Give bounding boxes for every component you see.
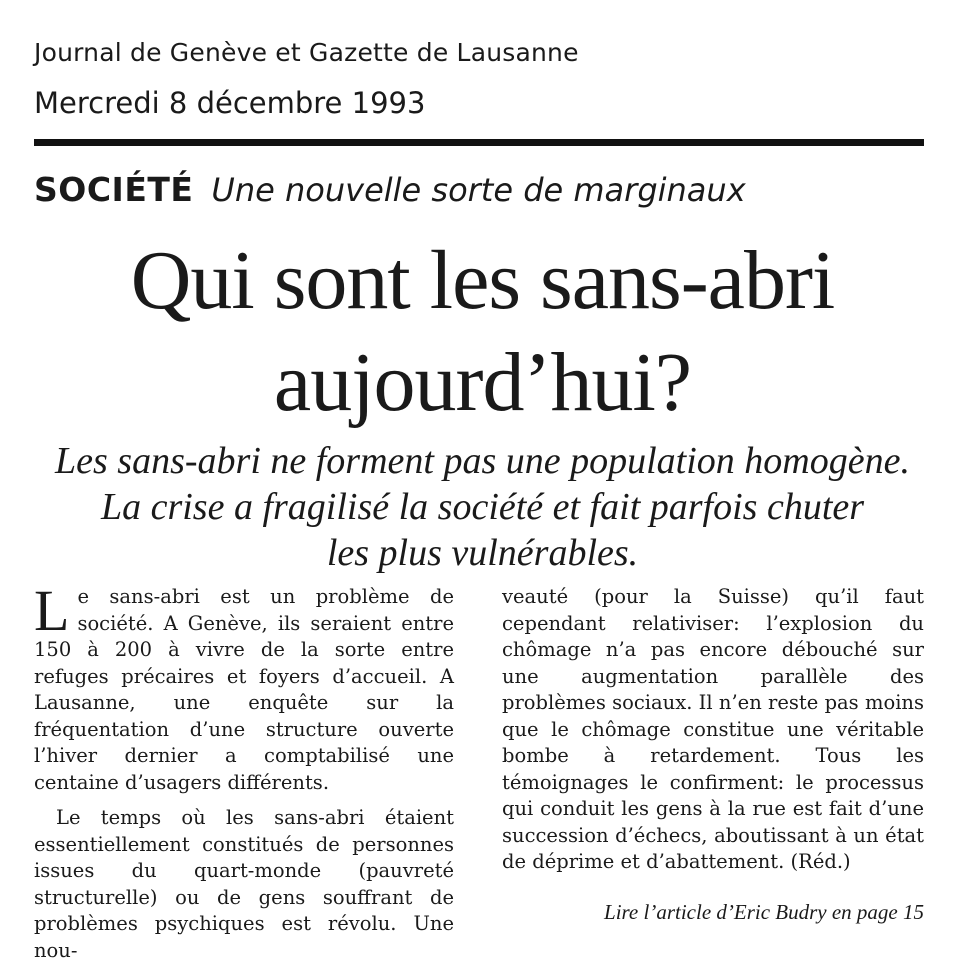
article-reference: Lire l’article d’Eric Budry en page 15	[604, 900, 924, 924]
paragraph-2-text-part-2: veauté (pour la Suisse) qu’il faut cependant relativiser: l’explosion du chômage n’a pas encore débouché sur une augmentation parallèle des problèmes sociaux. Il n’en reste pas moins que le chômage constitue une véritable bombe à retardement. Tous les témoignages le confirment: le processus qui conduit les gens à la rue est fait d’une succession d’échecs, aboutissant à un état de déprime et d’abattement. (Réd.)	[502, 585, 924, 873]
headline-line-2: aujourd’hui?	[273, 336, 692, 429]
subheadline-line-1: Les sans-abri ne forment pas une population homogène.	[55, 440, 910, 482]
header-rule	[34, 139, 924, 146]
headline	[0, 230, 965, 434]
article-column-left	[34, 578, 454, 964]
article-paragraph-2-continued	[502, 584, 924, 876]
publication-date: Mercredi 8 décembre 1993	[34, 86, 426, 120]
section-topic: Une nouvelle sorte de marginaux	[211, 171, 746, 209]
drop-cap: L	[34, 578, 70, 643]
subheadline-line-3: les plus vulnérables.	[326, 532, 639, 574]
subheadline-line-2: La crise a fragilisé la société et fait parfois chuter	[100, 486, 865, 528]
kicker	[34, 170, 746, 209]
subheadline	[0, 438, 965, 576]
paragraph-1-text: e sans-abri est un problème de société. A Genève, ils seraient entre 150 à 200 à vivre de la sorte entre refuges précaires et foyers d’accueil. A Lausanne, une enquête sur la fréquentation d’une structure ouverte l’hiver dernier a comptabilisé une centaine d’usagers différents.	[34, 585, 454, 794]
article-column-right	[502, 584, 924, 876]
headline-line-1: Qui sont les sans-abri	[130, 234, 835, 327]
article-paragraph-2	[34, 805, 454, 964]
section-rubric: SOCIÉTÉ	[34, 170, 194, 209]
newspaper-name: Journal de Genève et Gazette de Lausanne	[34, 38, 579, 67]
paragraph-2-text-part-1: Le temps où les sans-abri étaient essentiellement constitués de personnes issues du quart-monde (pauvreté structurelle) ou de gens souffrant de problèmes psychiques est révolu. Une nou-	[34, 806, 454, 962]
article-paragraph-1	[34, 578, 454, 796]
